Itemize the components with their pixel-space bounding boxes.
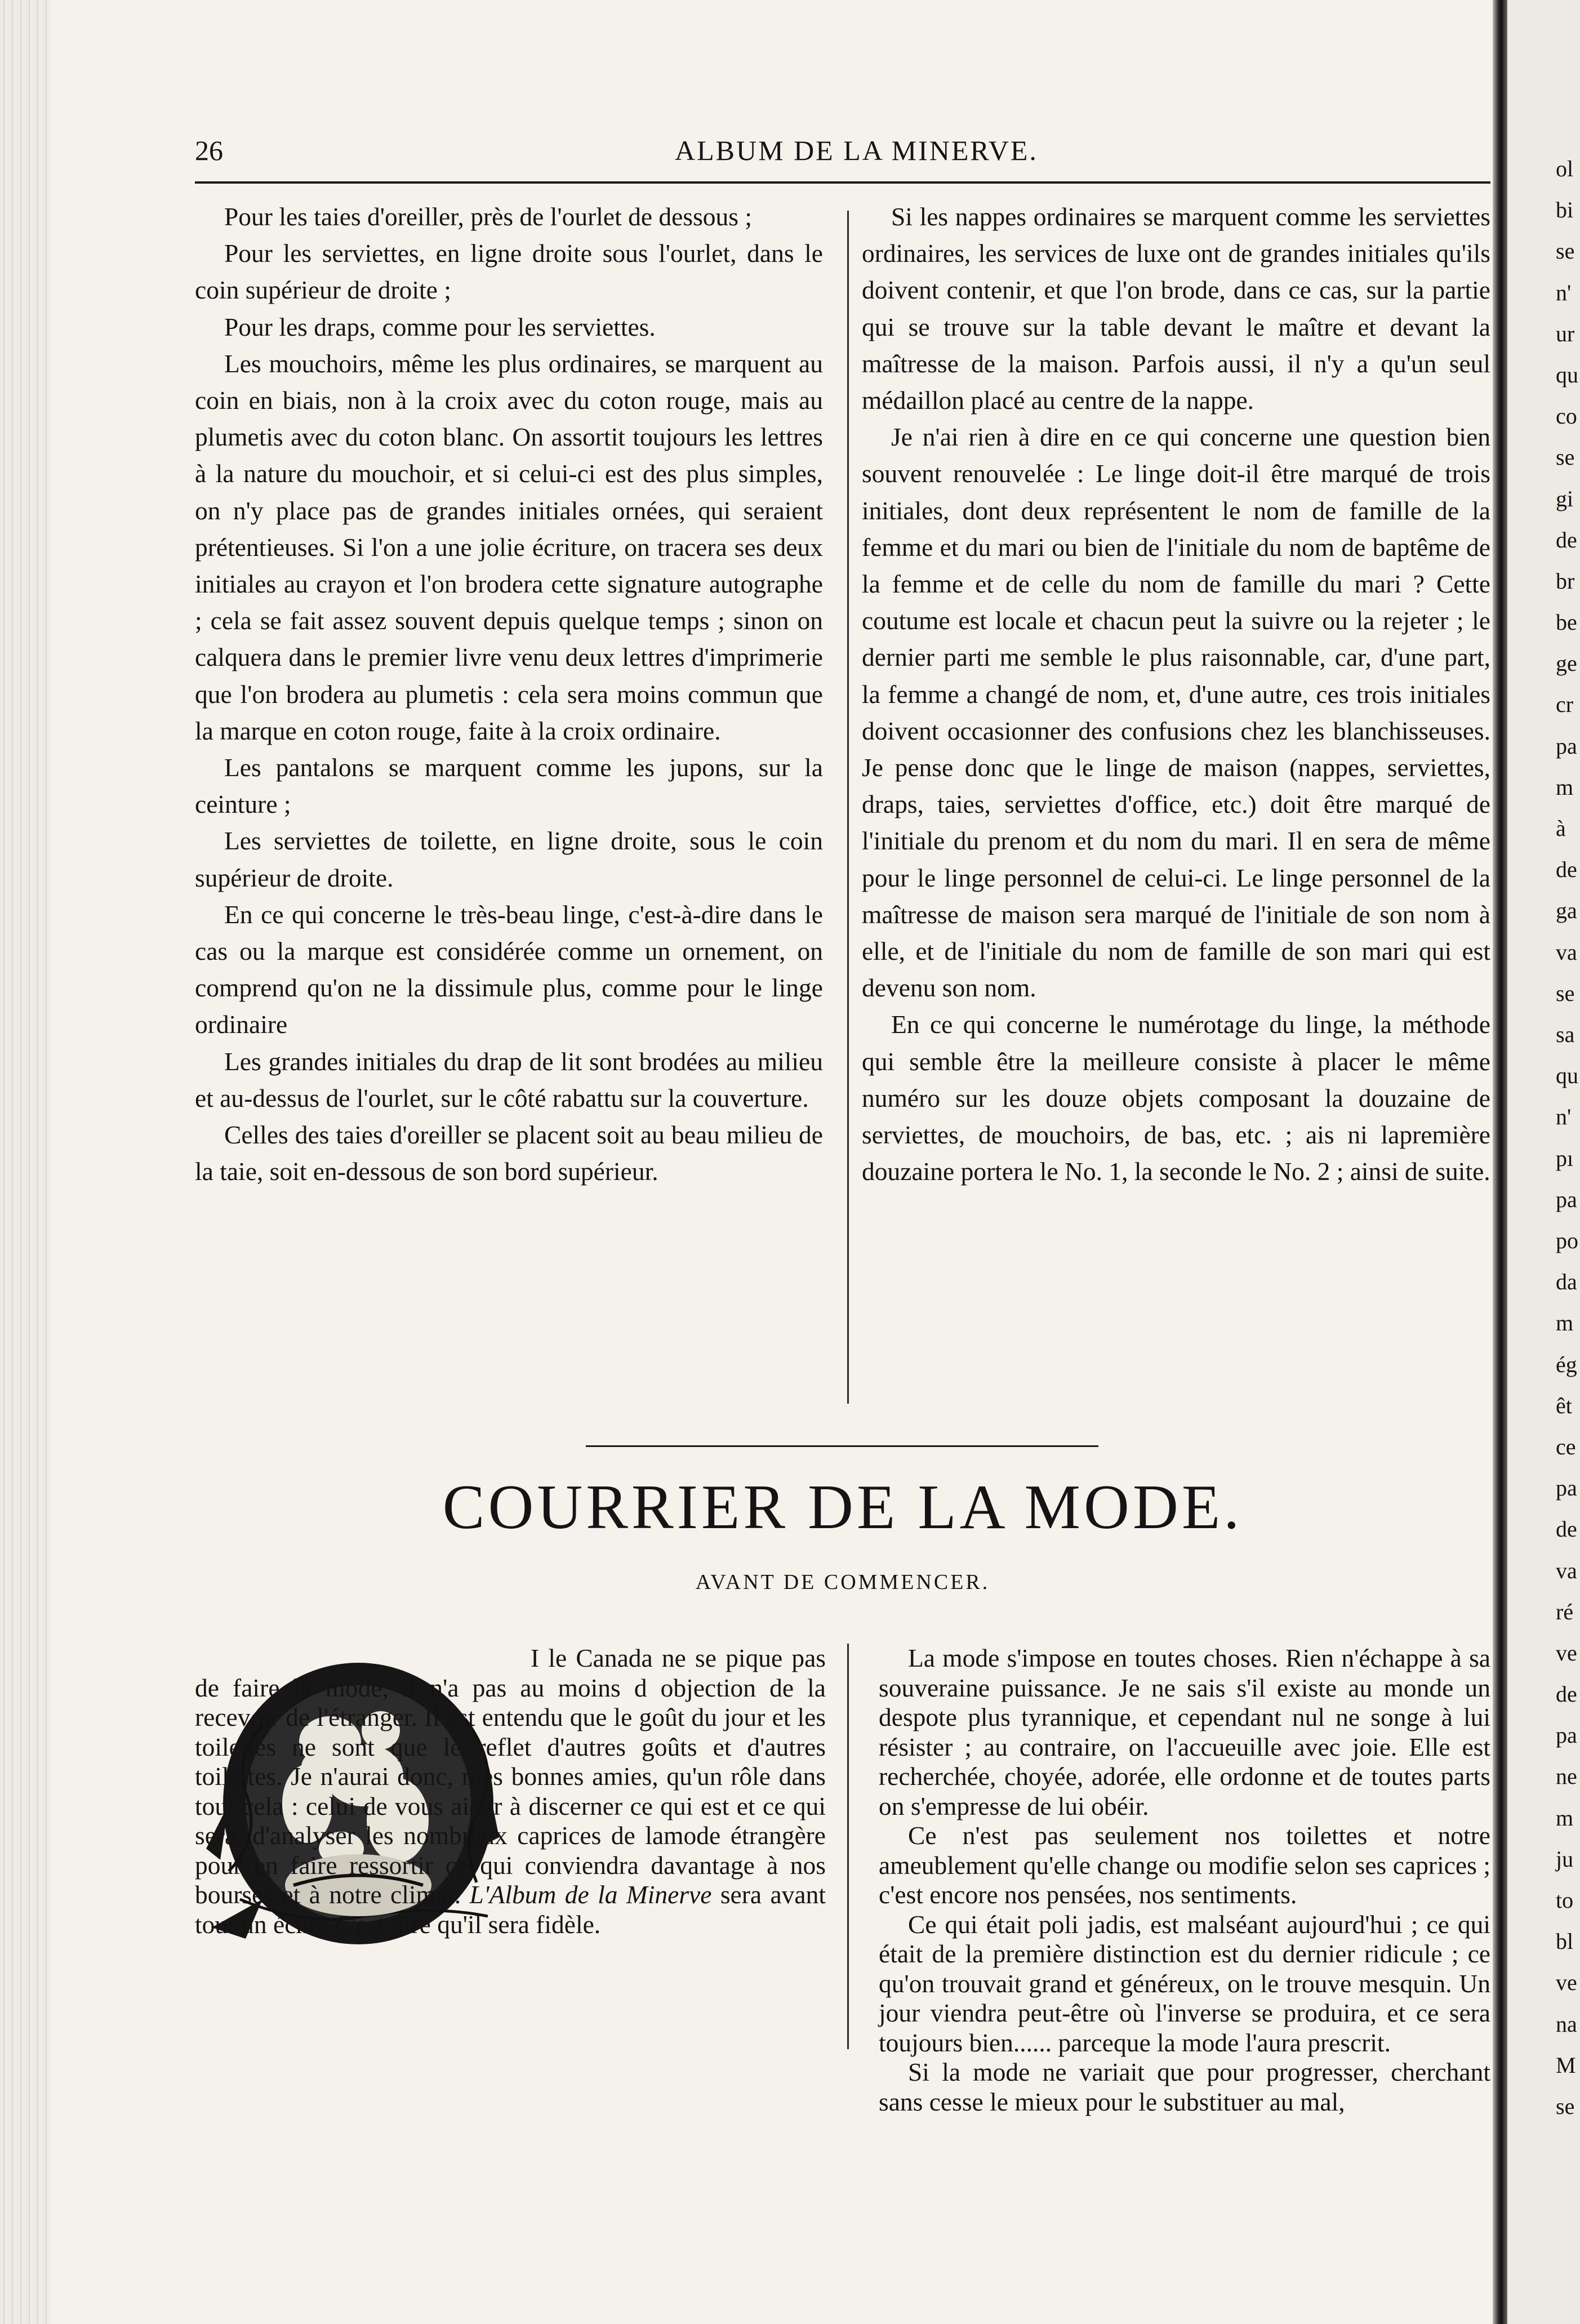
paragraph: En ce qui concerne le numérotage du linge, la méthode qui semble être la meilleure consiste à placer le même numéro sur les douze objets composant la douzaine de serviettes, de mouchoirs, de bas, etc. ; ais ni lapremière douzaine portera le No. 1, la seconde le No. 2 ; ainsi de suite. xyxy=(862,1010,1490,1186)
facing-page-fragment: de xyxy=(1556,857,1577,883)
section-title: COURRIER DE LA MODE. xyxy=(442,1472,1243,1542)
paragraph: Si les nappes ordinaires se marquent comme les serviettes ordinaires, les services de luxe ont de grandes initiales qu'ils doivent contenir, et que l'on brode, dans ce cas, sur la partie qui se trouve sur la table devant le maître et devant la maîtresse de la maison. Parfois aussi, il n'y a qu'un seul médaillon placé au centre de la nappe. xyxy=(862,202,1490,415)
journal-name-italic: L'Album de la Minerve xyxy=(469,1880,712,1909)
facing-page-fragment: n' xyxy=(1556,279,1572,305)
paragraph: Ce qui était poli jadis, est malséant aujourd'hui ; ce qui était de la première distinction est du dernier ridicule ; ce qu'on trouvait grand et généreux, on le trouve mesquin. Un jour viendra peut-être où l'inverse se produira, et ce sera toujours bien...... parceque la mode l'aura prescrit. xyxy=(879,1909,1490,2057)
facing-page-fragment: na xyxy=(1556,2011,1577,2037)
paragraph: La mode s'impose en toutes choses. Rien n'échappe à sa souveraine puissance. Je ne sais s'il existe au monde un despote plus tyrannique, et cependant nul ne songe à lui résister ; au contraire, on l'accueuille avec joie. Elle est recherchée, choyée, adorée, elle ordonne et de toutes parts on s'empresse de lui obéir. xyxy=(879,1644,1490,1820)
facing-page-fragment: ve xyxy=(1556,1640,1577,1666)
page-number: 26 xyxy=(195,135,223,166)
facing-page-fragment: qu xyxy=(1556,1063,1578,1089)
facing-page-fragment: va xyxy=(1556,1557,1577,1583)
paragraph: Si la mode ne variait que pour progresser, cherchant sans cesse le mieux pour le substituer au mal, xyxy=(879,2058,1490,2116)
top-left-column xyxy=(195,198,823,1190)
facing-page-edge xyxy=(1507,0,1580,2324)
facing-page-fragment: ju xyxy=(1556,1846,1574,1872)
paragraph: Les serviettes de toilette, en ligne droite, sous le coin supérieur de droite. xyxy=(195,826,823,892)
mode-right-column xyxy=(879,1644,1490,2117)
facing-page-fragment: br xyxy=(1556,568,1575,594)
facing-page-fragment: be xyxy=(1556,609,1577,635)
facing-page-fragment: pı xyxy=(1556,1145,1574,1171)
paragraph: Pour les taies d'oreiller, près de l'ourlet de dessous ; xyxy=(224,202,752,231)
facing-page-fragment: m xyxy=(1556,774,1574,800)
facing-page-fragment: ve xyxy=(1556,1970,1577,1996)
facing-page-fragment: cr xyxy=(1556,692,1574,718)
facing-page-fragment: ga xyxy=(1556,898,1577,924)
paragraph: Les grandes initiales du drap de lit sont brodées au milieu et au-dessus de l'ourlet, sur le côté rabattu sur la couverture. xyxy=(195,1047,823,1112)
facing-page-fragment: ur xyxy=(1556,320,1575,346)
facing-page-fragment: n' xyxy=(1556,1104,1572,1130)
facing-page-fragment: ré xyxy=(1556,1599,1574,1624)
facing-page-fragment: pa xyxy=(1556,733,1577,759)
facing-page-fragment: bi xyxy=(1556,197,1574,223)
facing-page-fragment: se xyxy=(1556,238,1575,264)
facing-page-fragment: êt xyxy=(1556,1392,1572,1418)
column-divider xyxy=(847,211,849,1404)
intro-paragraph xyxy=(195,1644,826,1939)
paragraph: Je n'ai rien à dire en ce qui concerne une question bien souvent renouvelée : Le linge doit-il être marqué de trois initiales, dont deux représentent le nom de famille de la femme et du mari ou bien de l'initiale du nom de baptême de la femme et de celle du nom de famille du mari ? Cette coutume est locale et chacun peut la suivre ou la rejeter ; le dernier parti me semble le plus raisonnable, car, d'une part, la femme a changé de nom, et, d'une autre, ces trois initiales doivent occasionner des confusions chez les blanchisseuses. Je pense donc que le linge de maison (nappes, serviettes, draps, taies, serviettes d'office, etc.) doit être marqué de l'initiale du prenom et du nom du mari. Il en sera de même pour le linge personnel de celui-ci. Le linge personnel de la maîtresse de maison sera marqué de l'initiale de son nom à elle, et de l'initiale du nom de famille de son mari qui est devenu son nom. xyxy=(862,422,1490,1003)
facing-page-fragment: bl xyxy=(1556,1929,1574,1955)
facing-page-fragment: to xyxy=(1556,1887,1574,1913)
facing-page-fragment: ne xyxy=(1556,1764,1577,1789)
facing-page-fragment: ég xyxy=(1556,1351,1577,1377)
intro-column xyxy=(195,1644,826,1939)
facing-page-fragment: se xyxy=(1556,980,1575,1006)
intro-closing: sera avant tout un écho. C'est dire qu'il sera fidèle. xyxy=(195,1880,826,1939)
paragraph: Pour les serviettes, en ligne droite sous l'ourlet, dans le coin supérieur de droite ; xyxy=(195,239,823,305)
page-fold-shadow xyxy=(1493,0,1507,2324)
facing-page-fragment: sa xyxy=(1556,1022,1575,1048)
facing-page-fragment: de xyxy=(1556,1681,1577,1707)
column-divider xyxy=(847,1644,849,2049)
facing-page-fragment: ol xyxy=(1556,156,1574,181)
section-rule xyxy=(586,1445,1098,1447)
intro-text: I le Canada ne se pique pas de faire la mode, il n'a pas au moins d objection de la recevoir de l'étranger. Il est entendu que le goût du jour et les toilettes ne sont que le reflet d'autres goûts et d'autres toilettes. Je n'aurai donc, mes bonnes amies, qu'un rôle dans tout cela : celui de vous aider à discerner ce qui est et ce qui sera, d'analyser les nombreux caprices de lamode étrangère pour en faire ressortir ce qui conviendra davantage à nos bourses et à notre climat. xyxy=(195,1644,826,1909)
facing-page-fragment: ge xyxy=(1556,651,1577,676)
facing-page-fragment: m xyxy=(1556,1805,1574,1831)
paragraph: Ce n'est pas seulement nos toilettes et notre ameublement qu'elle change ou modifie selon ses caprices ; c'est encore nos pensées, nos sentiments. xyxy=(879,1821,1490,1909)
header-rule xyxy=(195,181,1490,184)
top-right-column xyxy=(862,198,1490,1190)
paragraph: Pour les draps, comme pour les serviettes. xyxy=(224,312,656,341)
facing-page-fragment: M xyxy=(1556,2052,1576,2078)
facing-page-fragment: da xyxy=(1556,1269,1577,1295)
paragraph: Les pantalons se marquent comme les jupons, sur la ceinture ; xyxy=(195,753,823,819)
section-subtitle: AVANT DE COMMENCER. xyxy=(695,1570,990,1594)
running-header xyxy=(195,134,1490,168)
facing-page-fragment: m xyxy=(1556,1310,1574,1336)
facing-page-fragment: de xyxy=(1556,527,1577,553)
facing-page-fragment: pa xyxy=(1556,1722,1577,1748)
facing-page-fragment: se xyxy=(1556,444,1575,470)
paragraph: Celles des taies d'oreiller se placent soit au beau milieu de la taie, soit en-dessous de son bord supérieur. xyxy=(195,1120,823,1186)
facing-page-fragment: pa xyxy=(1556,1186,1577,1212)
facing-page-fragment: de xyxy=(1556,1516,1577,1542)
paragraph: Les mouchoirs, même les plus ordinaires, se marquent au coin en biais, non à la croix avec du coton rouge, mais au plumetis avec du coton blanc. On assortit toujours les lettres à la nature du mouchoir, et si celui-ci est des plus simples, on n'y place pas de grandes initiales ornées, qui seraient prétentieuses. Si l'on a une jolie écriture, on tracera ses deux initiales au crayon et l'on brodera cette signature autographe ; cela se fait assez souvent depuis quelque temps ; sinon on calquera dans le premier livre venu deux lettres d'imprimerie que l'on brodera au plumetis : cela sera moins commun que la marque en coton rouge, faite à la croix ordinaire. xyxy=(195,349,823,745)
facing-page-fragment: po xyxy=(1556,1227,1578,1253)
facing-page-fragment: se xyxy=(1556,2094,1575,2119)
facing-page-fragment: qu xyxy=(1556,362,1578,388)
journal-title: ALBUM DE LA MINERVE. xyxy=(675,135,1038,166)
facing-page-fragment: pa xyxy=(1556,1475,1577,1501)
facing-page-fragment: ce xyxy=(1556,1433,1576,1459)
paragraph: En ce qui concerne le très-beau linge, c'est-à-dire dans le cas ou la marque est considérée comme un ornement, on comprend qu'on ne la dissimule plus, comme pour le linge ordinaire xyxy=(195,900,823,1039)
facing-page-fragment: à xyxy=(1556,816,1566,842)
facing-page-fragment: gi xyxy=(1556,486,1574,511)
facing-page-fragment: co xyxy=(1556,403,1577,429)
binding-gutter xyxy=(0,0,51,2324)
facing-page-fragment: va xyxy=(1556,939,1577,965)
